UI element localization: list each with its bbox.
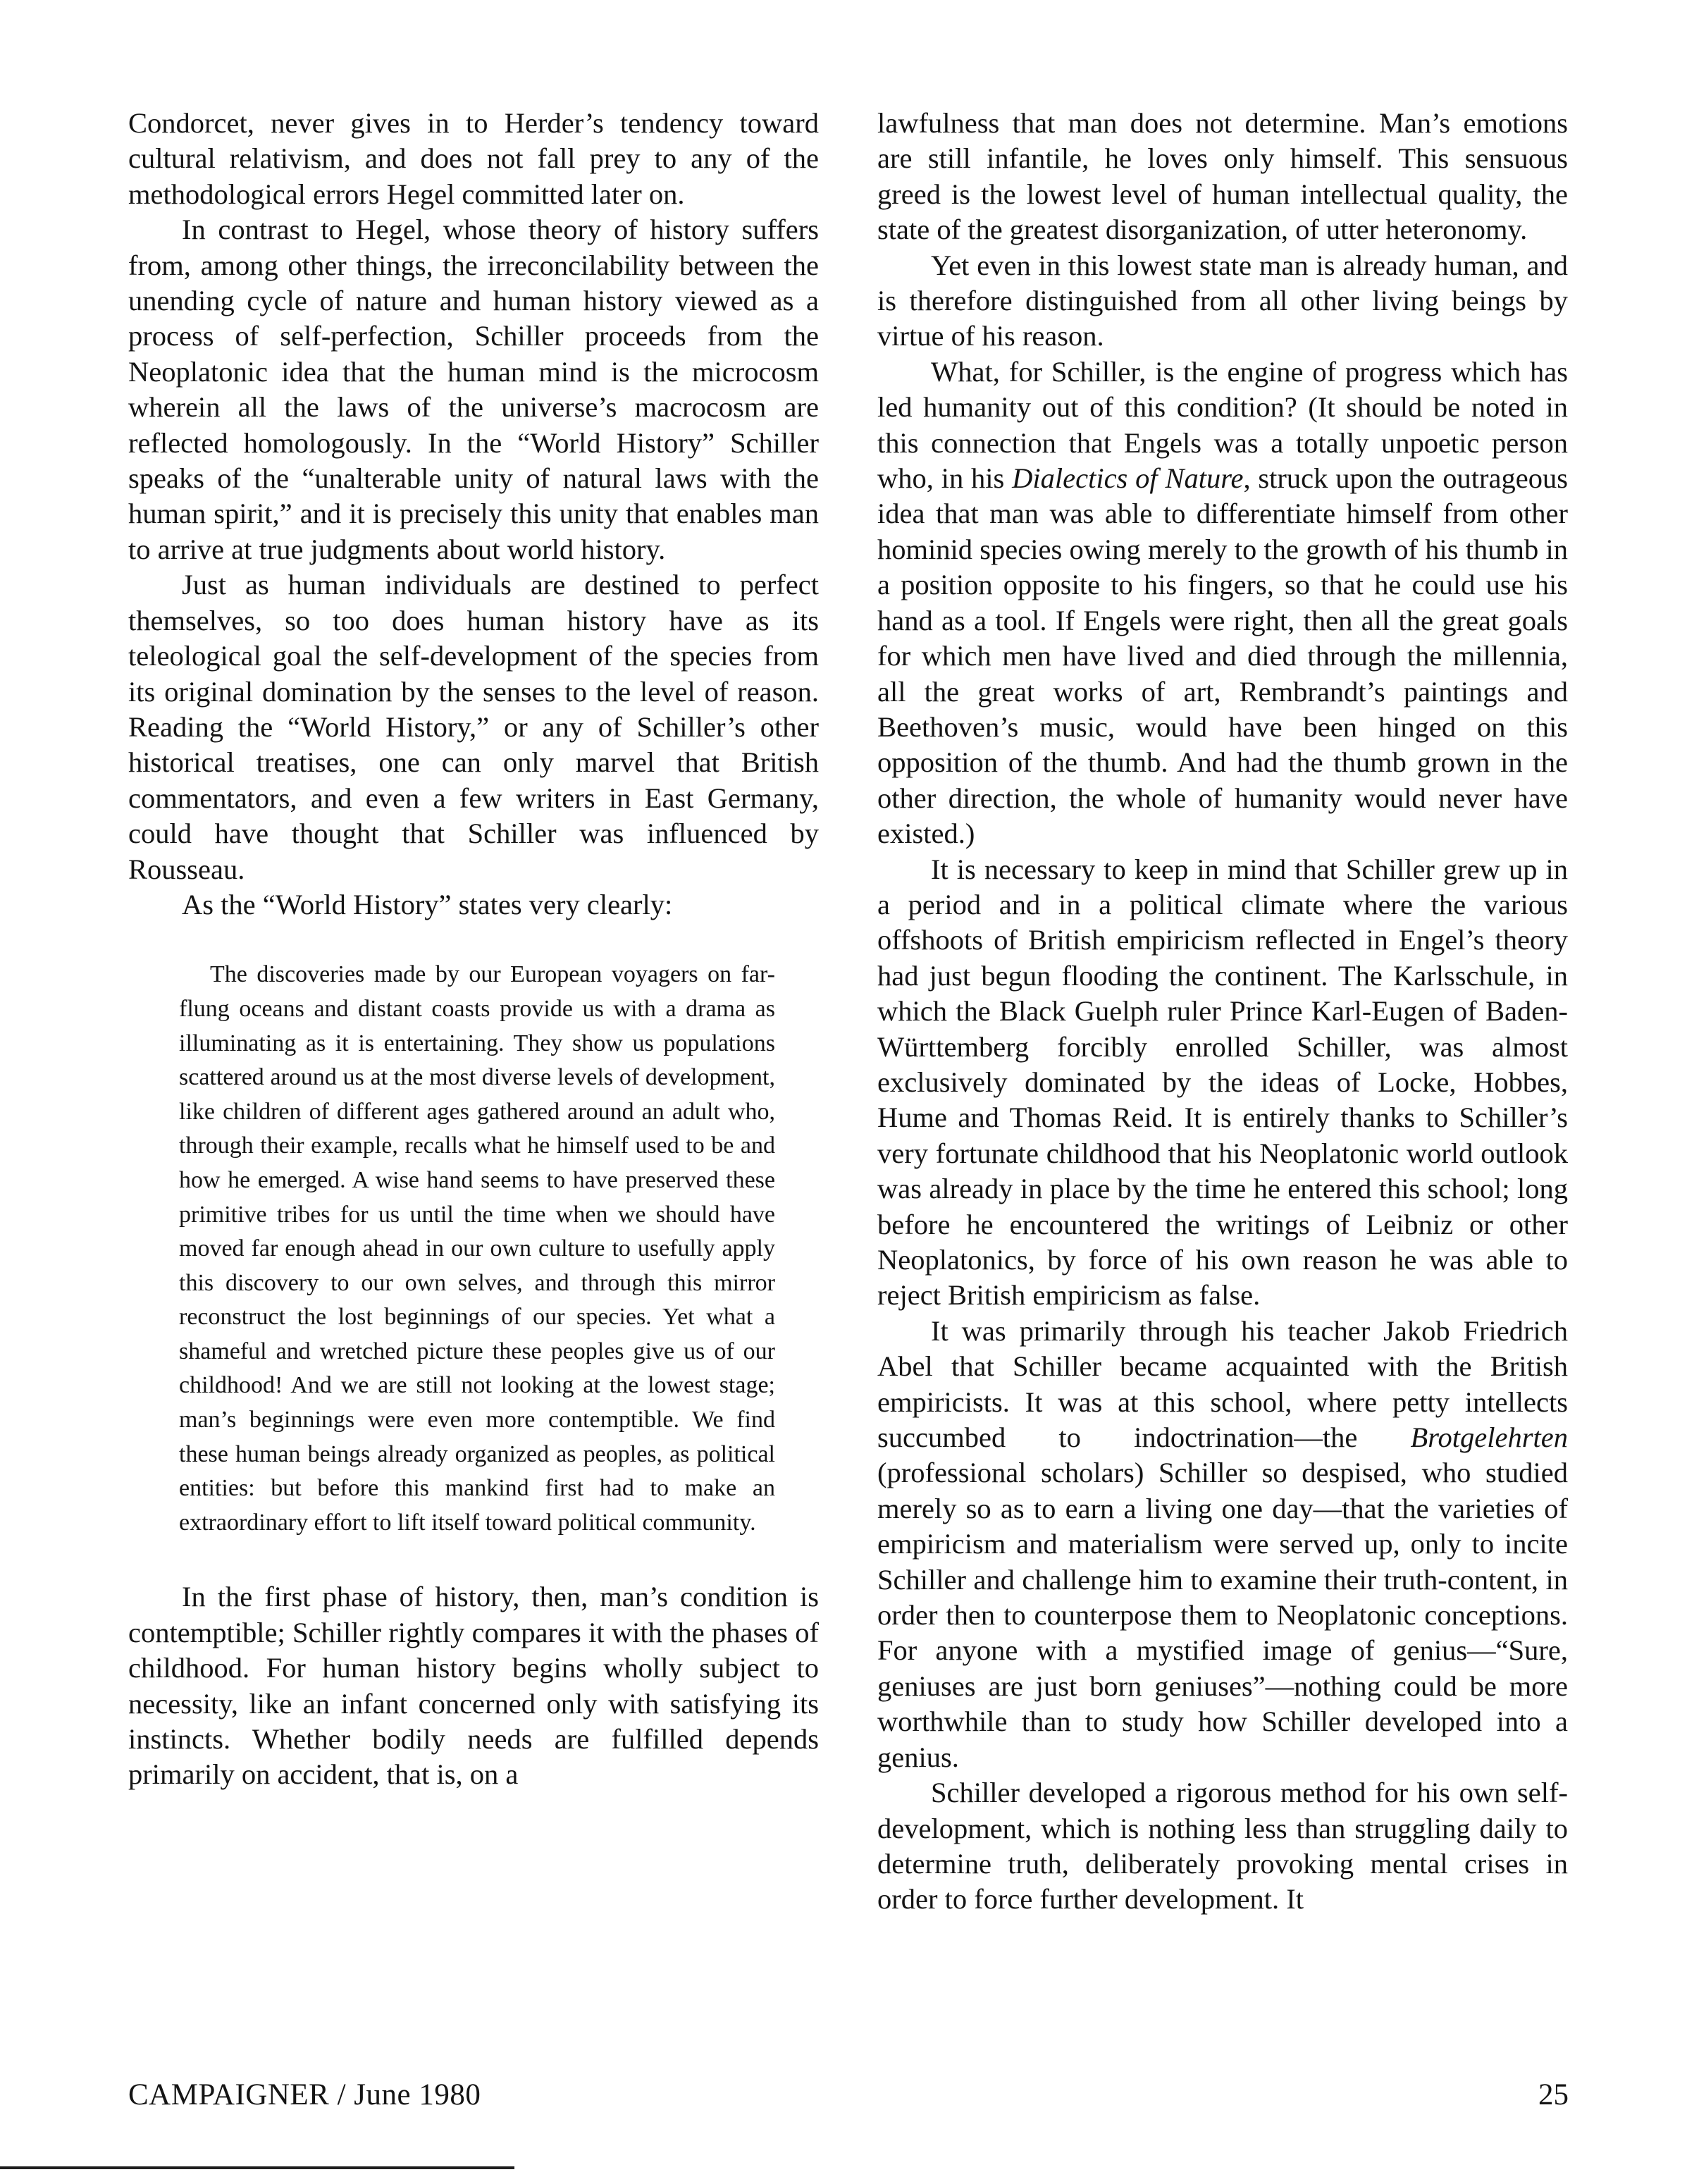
- paragraph: [877, 1314, 1568, 1775]
- paragraph-text: It was primarily through his teacher Jakob Friedrich Abel that Schiller became acquainted with the British empiricists. It was at this school, where petty intellects succumbed to indoctrination—the: [877, 1314, 1568, 1454]
- quote-text: The discoveries made by our European voyagers on far-flung oceans and distant coasts provide us with a drama as illuminating as it is entertaining. They show us populations scattered around us at the most diverse levels of development, like children of different ages gathered around an adult who, through their example, recalls what he himself used to be and how he emerged. A wise hand seems to have preserved these primitive tribes for us until the time when we should have moved far enough ahead in our own culture to usefully apply this discovery to our own selves, and through this mirror reconstruct the lost beginnings of our species. Yet what a shameful and wretched picture these peoples give us of our childhood! And we are still not looking at the lowest stage; man’s beginnings were even more contemptible. We find these human beings already organized as peoples, as political entities: but before this mankind first had to make an extraordinary effort to lift itself toward political community.: [179, 961, 775, 1536]
- paragraph: Condorcet, never gives in to Herder’s tendency toward cultural relativism, and does not fall prey to any of the methodological errors Hegel committed later on.: [128, 107, 819, 210]
- paragraph-text: (professional scholars) Schiller so despised, who studied merely so as to earn a living one day—that the varieties of empiricism and materialism were served up, only to incite Schiller and challenge him to examine their truth-content, in order then to counterpose them to Neoplatonic conceptions. For anyone with a mystified image of genius—“Sure, geniuses are just born geniuses”—nothing could be more worthwhile than to study how Schiller developed into a genius.: [877, 1457, 1568, 1773]
- paragraph: In contrast to Hegel, whose theory of history suffers from, among other things, the irreconcilability between the unending cycle of nature and human history viewed as a process of self-perfection, Schiller proceeds from the Neoplatonic idea that the human mind is the microcosm wherein all the laws of the universe’s macrocosm are reflected homologously. In the “World History” Schiller speaks of the “unalterable unity of natural laws with the human spirit,” and it is precisely this unity that enables man to arrive at true judgments about world history.: [128, 214, 819, 565]
- paragraph: In the first phase of history, then, man’s condition is contemptible; Schiller rightly compares it with the phases of childhood. For human history begins wholly subject to necessity, like an infant concerned only with satisfying its instincts. Whether bodily needs are fulfilled depends primarily on accident, that is, on a: [128, 1581, 819, 1791]
- paragraph: It is necessary to keep in mind that Schiller grew up in a period and in a political climate where the various offshoots of British empiricism reflected in Engel’s theory had just begun flooding the continent. The Karlsschule, in which the Black Guelph ruler Prince Karl-Eugen of Baden-Württemberg forcibly enrolled Schiller, was almost exclusively dominated by the ideas of Locke, Hobbes, Hume and Thomas Reid. It is entirely thanks to Schiller’s very fortunate childhood that his Neoplatonic world outlook was already in place by the time he entered this school; long before he encountered the writings of Leibniz or other Neoplatonics, by force of his own reason he was able to reject British empiricism as false.: [877, 853, 1568, 1312]
- right-column: [877, 106, 1568, 1918]
- paragraph: Just as human individuals are destined to perfect themselves, so too does human history have as its teleological goal the self-development of the species from its original domination by the senses to the level of reason. Reading the “World History,” or any of Schiller’s other historical treatises, one can only marvel that British commentators, and even a few writers in East Germany, could have thought that Schiller was influenced by Rousseau.: [128, 569, 819, 885]
- paragraph: As the “World History” states very clearly:: [182, 888, 673, 920]
- book-title: Dialectics of Nature: [1012, 462, 1244, 495]
- block-quote: [179, 958, 775, 1540]
- paragraph-text: , struck upon the outrageous idea that man was able to differentiate himself from other hominid species owing merely to the growth of his thumb in a position opposite to his fingers, so that he could use his hand as a tool. If Engels were right, then all the great goals for which men have lived and died through the millennia, all the great works of art, Rembrandt’s paintings and Beethoven’s music, would have been hinged on this opposition of the thumb. And had the thumb grown in the other direction, the whole of humanity would never have existed.): [877, 462, 1569, 850]
- paragraph-text: What, for Schiller, is the engine of progress which has led humanity out of this condition? (It should be noted in this connection that Engels was a totally unpoetic person who, in his: [877, 355, 1568, 495]
- paragraph: Yet even in this lowest state man is already human, and is therefore distinguished from all other living beings by virtue of his reason.: [877, 249, 1568, 352]
- page-number: 25: [1538, 2078, 1569, 2111]
- left-column: [128, 106, 819, 1793]
- paragraph: Schiller developed a rigorous method for his own self-development, which is nothing less than struggling daily to determine truth, deliberately provoking mental crises in order to force further development. It: [877, 1777, 1568, 1915]
- italic-term: Brotgelehrten: [1410, 1421, 1568, 1454]
- paragraph: [877, 354, 1568, 852]
- paragraph: lawfulness that man does not determine. Man’s emotions are still infantile, he loves only himself. This sensuous greed is the lowest level of human intellectual quality, the state of the greatest disorganization, of utter heteronomy.: [877, 107, 1568, 246]
- bottom-rule: [0, 2166, 514, 2169]
- publication-footer: CAMPAIGNER / June 1980: [128, 2078, 481, 2111]
